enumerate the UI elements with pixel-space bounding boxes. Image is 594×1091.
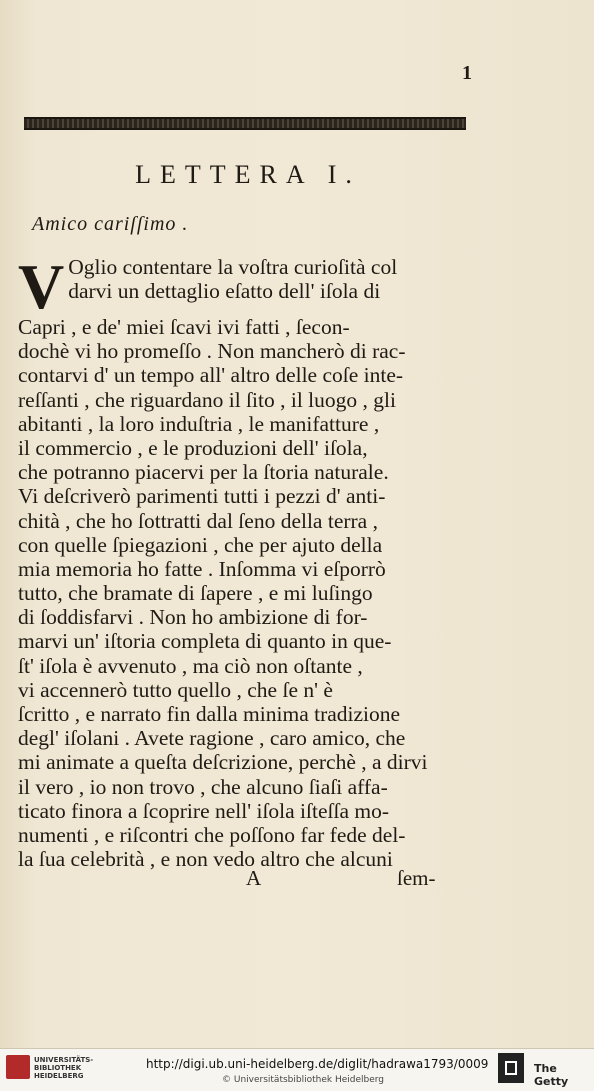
copyright-notice: © Universitätsbibliothek Heidelberg: [222, 1075, 385, 1085]
library-name: UNIVERSITÄTS- BIBLIOTHEK HEIDELBERG: [34, 1056, 94, 1080]
body-text: [18, 251, 464, 872]
text-line: Vi deſcriverò parimenti tutti i pezzi d' anti-: [18, 484, 386, 509]
partner-name: The Getty: [534, 1062, 569, 1088]
chapter-title: LETTERA I.: [135, 160, 361, 189]
text-line: degl' iſolani . Avete ragione , caro amico, che: [18, 726, 406, 751]
text-line: che potranno piacervi per la ſtoria naturale.: [18, 460, 389, 485]
text-line: abitanti , la loro induſtria , le manifatture ,: [18, 411, 380, 436]
page-number: 1: [462, 62, 472, 84]
getty-logo-icon: [498, 1053, 524, 1083]
text-line: Oglio contentare la voſtra curioſità col: [68, 255, 398, 279]
text-line: reſſanti , che riguardano il ſito , il luogo , gli: [18, 387, 396, 412]
text-line: chità , che ho ſottratti dal ſeno della terra ,: [18, 508, 378, 533]
text-line: il vero , io non trovo , che alcuno ſiaſi affa-: [18, 774, 388, 799]
text-line: mi animate a queſta deſcrizione, perchè , a dirvi: [18, 750, 428, 775]
ornamental-rule: [24, 117, 466, 130]
catchword: ſem-: [397, 866, 436, 890]
salutation: Amico cariſſimo .: [32, 213, 189, 235]
text-line: mia memoria ho fatte . Inſomma vi eſporrò: [18, 556, 386, 581]
viewer-footer: [0, 1048, 594, 1091]
text-line: ticato finora a ſcoprire nell' iſola iſteſſa mo-: [18, 798, 390, 823]
text-line: la ſua celebrità , e non vedo altro che alcuni: [18, 847, 393, 872]
text-line: darvi un dettaglio eſatto dell' iſola di: [68, 279, 381, 304]
text-line: ſt' iſola è avvenuto , ma ciò non oſtante ,: [18, 653, 363, 678]
text-line: contarvi d' un tempo all' altro delle coſe inte-: [18, 363, 404, 388]
text-line: dochè vi ho promeſſo . Non mancherò di rac-: [18, 339, 406, 364]
text-line: numenti , e riſcontri che poſſono far fede del-: [18, 822, 406, 847]
text-line: di ſoddisfarvi . Non ho ambizione di for-: [18, 605, 368, 630]
text-line: ſcritto , e narrato fin dalla minima tradizione: [18, 702, 401, 726]
text-line: vi accennerò tutto quello , che ſe n' è: [18, 677, 333, 702]
library-logo-icon: [6, 1055, 30, 1079]
text-line: il commercio , e le produzioni dell' iſola,: [18, 435, 368, 460]
drop-cap: V: [18, 251, 63, 322]
text-line: tutto, che bramate di ſapere , e mi luſingo: [18, 581, 373, 606]
signature-mark: A: [246, 866, 262, 890]
text-line: con quelle ſpiegazioni , che per ajuto della: [18, 532, 383, 557]
text-line: marvi un' iſtoria completa di quanto in que-: [18, 629, 392, 654]
permalink[interactable]: http://digi.ub.uni-heidelberg.de/diglit/hadrawa1793/0009: [146, 1057, 489, 1071]
text-line: Capri , e de' miei ſcavi ivi fatti , ſecon-: [18, 315, 350, 339]
